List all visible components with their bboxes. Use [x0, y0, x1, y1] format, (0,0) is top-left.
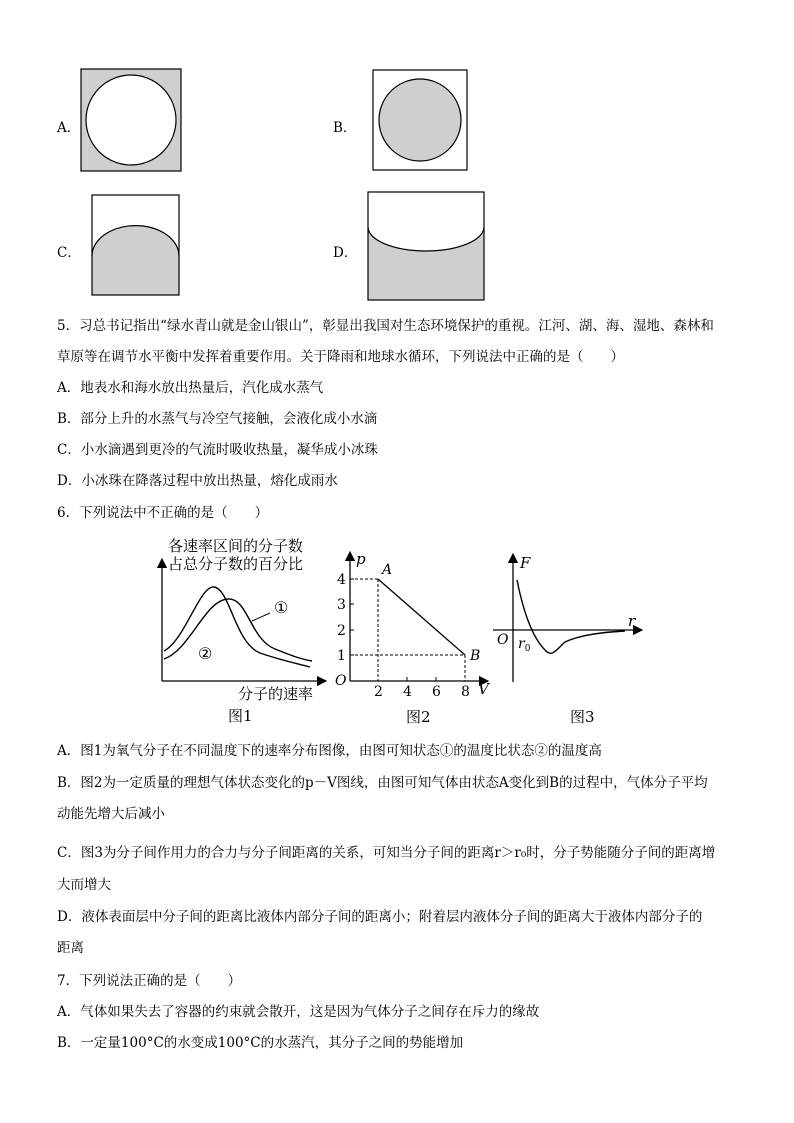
- option-b-figure: [372, 69, 468, 171]
- fig3-r-label: r: [628, 612, 636, 630]
- fig3-caption: 图3: [570, 708, 595, 725]
- fig2-ytick-2: 2: [337, 623, 346, 639]
- fig3-origin: O: [497, 632, 509, 648]
- fig2-xtick-4: 4: [403, 684, 412, 700]
- fig2-origin: O: [335, 673, 347, 689]
- fig2-ytick-3: 3: [337, 597, 346, 613]
- option-d-label: D．: [333, 245, 358, 261]
- q5-stem-line2: 草原等在调节水平衡中发挥着重要作用。关于降雨和地球水循环，下列说法中正确的是（ ）: [57, 349, 624, 365]
- q6-option-b-line1: B．图2为一定质量的理想气体状态变化的p－V图线，由图可知气体由状态A变化到B的过程中，气体分子平均: [57, 775, 708, 791]
- fig2-a-label: A: [382, 562, 393, 578]
- option-d-figure: [367, 191, 485, 301]
- q6-option-a: A．图1为氧气分子在不同温度下的速率分布图像，由图可知状态①的温度比状态②的温度高: [57, 743, 602, 759]
- q6-option-c-line1: C．图3为分子间作用力的合力与分子间距离的关系，可知当分子间的距离r＞r₀时，分子势能随分子间的距离增: [57, 845, 716, 861]
- fig1-curve2-label: ②: [198, 644, 213, 663]
- q5-option-b: B．部分上升的水蒸气与冷空气接触，会液化成小水滴: [57, 411, 378, 427]
- q6-option-c-line2: 大而增大: [57, 877, 111, 893]
- q6-option-d-line2: 距离: [57, 940, 84, 956]
- fig3-f-label: F: [520, 554, 531, 572]
- fig2-caption: 图2: [406, 708, 431, 725]
- q5-option-c: C．小水滴遇到更冷的气流时吸收热量，凝华成小冰珠: [57, 442, 378, 458]
- fig1-caption: 图1: [228, 707, 253, 725]
- fig2-xtick-8: 8: [461, 684, 470, 700]
- option-b-label: B．: [333, 120, 357, 136]
- q7-option-b: B．一定量100°C的水变成100°C的水蒸汽，其分子之间的势能增加: [57, 1035, 464, 1051]
- q7-stem: 7．下列说法正确的是（ ）: [57, 973, 242, 989]
- fig1-xlabel: 分子的速率: [238, 685, 314, 703]
- q7-option-a: A．气体如果失去了容器的约束就会散开，这是因为气体分子之间存在斥力的缘故: [57, 1004, 540, 1020]
- fig2-p-label: p: [356, 550, 366, 568]
- fig1-ylabel-line1: 各速率区间的分子数: [168, 537, 304, 555]
- fig2-xtick-2: 2: [374, 684, 383, 700]
- fig1-ylabel-line2: 占总分子数的百分比: [168, 555, 304, 573]
- q5-option-a: A．地表水和海水放出热量后，汽化成水蒸气: [57, 380, 324, 396]
- fig1-curve1-label: ①: [274, 598, 289, 617]
- figure-3: [490, 550, 650, 725]
- figure-2: [332, 548, 492, 725]
- fig2-ytick-1: 1: [337, 648, 346, 664]
- option-a-figure: [80, 68, 182, 172]
- option-c-label: C．: [57, 245, 81, 261]
- figure-1: [150, 535, 330, 725]
- fig3-r0-label: $r_0$: [518, 636, 531, 654]
- option-c-figure: [91, 194, 180, 296]
- fig2-v-label: V: [478, 680, 489, 698]
- q6-stem: 6．下列说法中不正确的是（ ）: [57, 505, 269, 521]
- fig2-xtick-6: 6: [432, 684, 441, 700]
- q6-option-d-line1: D．液体表面层中分子间的距离比液体内部分子间的距离小；附着层内液体分子间的距离大于液体内部分子的: [57, 909, 703, 925]
- option-a-label: A．: [57, 120, 81, 136]
- fig2-ytick-4: 4: [337, 572, 346, 588]
- fig2-b-label: B: [470, 648, 481, 664]
- q6-option-b-line2: 动能先增大后减小: [57, 806, 165, 822]
- q5-option-d: D．小冰珠在降落过程中放出热量，熔化成雨水: [57, 473, 338, 489]
- q5-stem-line1: 5．习总书记指出“绿水青山就是金山银山”，彰显出我国对生态环境保护的重视。江河、湖、海、湿地、森林和: [57, 318, 714, 334]
